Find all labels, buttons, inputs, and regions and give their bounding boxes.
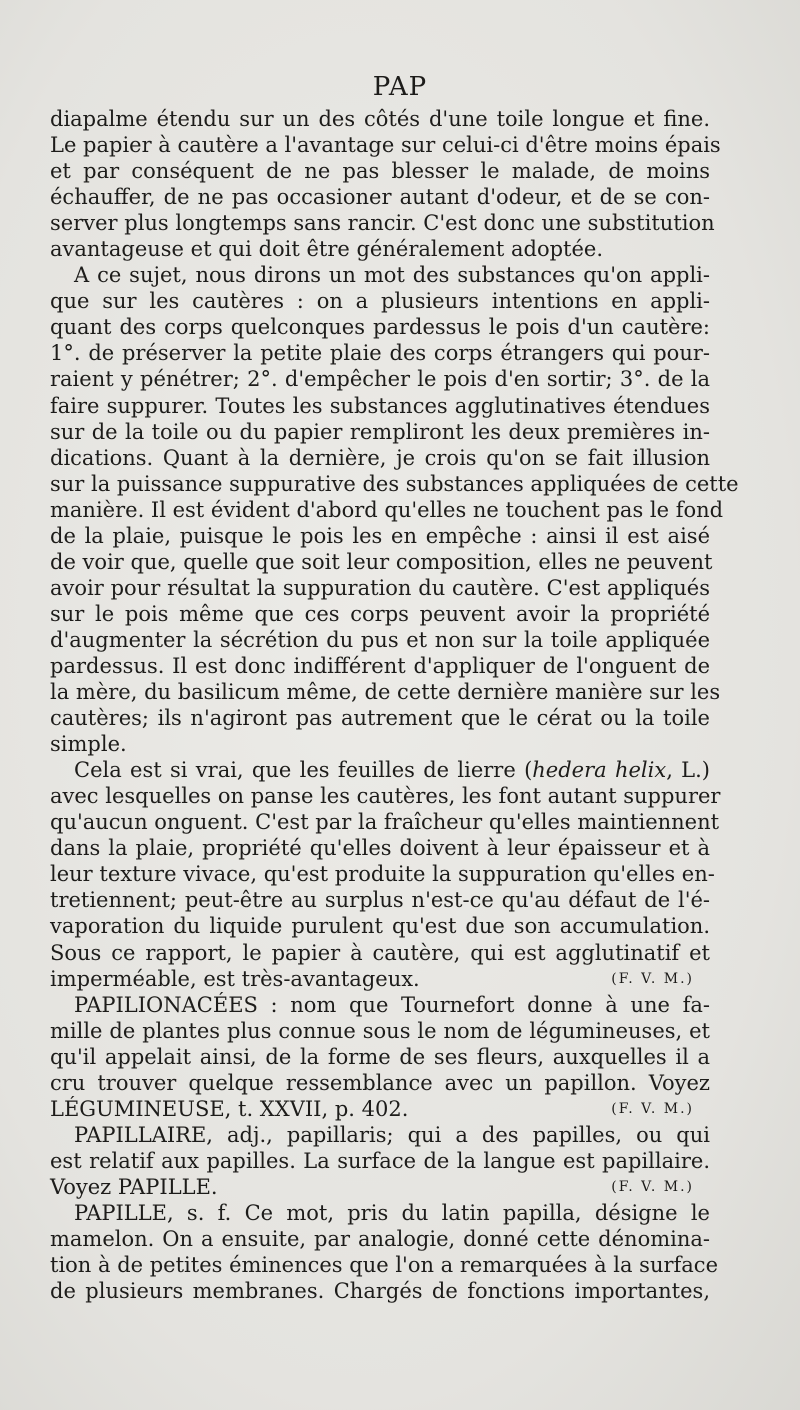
text-line: server plus longtemps sans rancir. C'est donc une substitution xyxy=(50,211,715,236)
text-line: Sous ce rapport, le papier à cautère, qui est agglutinatif et xyxy=(50,940,710,965)
text-line: tion à de petites éminences que l'on a remarquées à la surface xyxy=(50,1253,719,1278)
text-line: vaporation du liquide purulent qu'est due son accumulation. xyxy=(50,914,710,939)
text-line: dications. Quant à la dernière, je crois qu'on se fait illusion xyxy=(50,445,710,470)
author-signature: (F. V. M.) xyxy=(611,970,694,987)
text-line: A ce sujet, nous dirons un mot des substances qu'on appli- xyxy=(74,263,710,288)
text-line: PAPILIONACÉES : nom que Tournefort donne à une fa- xyxy=(74,992,710,1017)
text-line: quant des corps quelconques pardessus le pois d'un cautère: xyxy=(50,315,710,340)
text-line: qu'il appelait ainsi, de la forme de ses fleurs, auxquelles il a xyxy=(50,1044,710,1069)
author-signature: (F. V. M.) xyxy=(611,1178,694,1195)
text-line: avec lesquelles on panse les cautères, les font autant suppurer xyxy=(50,784,721,809)
text-line: est relatif aux papilles. La surface de la langue est papillaire. xyxy=(50,1148,710,1173)
text-line: que sur les cautères : on a plusieurs intentions en appli- xyxy=(50,289,710,314)
text-line: mamelon. On a ensuite, par analogie, donné cette dénomina- xyxy=(50,1227,710,1252)
text-line: la mère, du basilicum même, de cette dernière manière sur les xyxy=(50,680,721,705)
text-line: dans la plaie, propriété qu'elles doivent à leur épaisseur et à xyxy=(50,836,710,861)
text-line: simple. xyxy=(50,732,127,757)
text-line: sur le pois même que ces corps peuvent avoir la propriété xyxy=(50,601,710,626)
text-line: Voyez PAPILLE. (F. V. M.) xyxy=(50,1174,694,1199)
text-line: et par conséquent de ne pas blesser le malade, de moins xyxy=(50,159,710,184)
text-line: mille de plantes plus connue sous le nom de légumineuses, et xyxy=(50,1018,710,1043)
text-line: raient y pénétrer; 2°. d'empêcher le pois d'en sortir; 3°. de la xyxy=(50,367,710,392)
text-line: imperméable, est très-avantageux. (F. V. M.) xyxy=(50,966,694,991)
text-line: qu'aucun onguent. C'est par la fraîcheur qu'elles maintiennent xyxy=(50,810,720,835)
text-line: diapalme étendu sur un des côtés d'une toile longue et fine. xyxy=(50,107,710,131)
text-line: Le papier à cautère a l'avantage sur celui-ci d'être moins épais xyxy=(50,133,721,158)
author-signature: (F. V. M.) xyxy=(611,1100,694,1117)
text-line: avantageuse et qui doit être généralement adoptée. xyxy=(50,237,604,262)
text-line: sur de la toile ou du papier rempliront les deux premières in- xyxy=(50,419,710,444)
text-line: tretiennent; peut-être au surplus n'est-ce qu'au défaut de l'é- xyxy=(50,888,710,913)
text-line: 1°. de préserver la petite plaie des corps étrangers qui pour- xyxy=(50,341,710,366)
text-line: pardessus. Il est donc indifférent d'appliquer de l'onguent de xyxy=(50,653,710,678)
text-line: LÉGUMINEUSE, t. XXVII, p. 402. (F. V. M.) xyxy=(50,1096,694,1121)
text-line: échauffer, de ne pas occasioner autant d'odeur, et de se con- xyxy=(50,185,710,210)
text-line: leur texture vivace, qu'est produite la suppuration qu'elles en- xyxy=(50,862,715,887)
text-line: PAPILLE, s. f. Ce mot, pris du latin papilla, désigne le xyxy=(74,1200,710,1225)
running-head: PAP xyxy=(372,72,428,102)
text-line: avoir pour résultat la suppuration du cautère. C'est appliqués xyxy=(50,575,710,600)
text-line: d'augmenter la sécrétion du pus et non sur la toile appliquée xyxy=(50,627,710,652)
text-line: de la plaie, puisque le pois les en empêche : ainsi il est aisé xyxy=(50,523,710,548)
body-text xyxy=(50,106,739,1304)
text-line: cautères; ils n'agiront pas autrement que le cérat ou la toile xyxy=(50,706,710,731)
text-line: de plusieurs membranes. Chargés de fonctions importantes, xyxy=(50,1279,710,1304)
text-line: de voir que, quelle que soit leur composition, elles ne peuvent xyxy=(50,549,713,574)
text-line: faire suppurer. Toutes les substances agglutinatives étendues xyxy=(50,393,710,418)
text-line: cru trouver quelque ressemblance avec un papillon. Voyez xyxy=(50,1070,710,1095)
text-line: Cela est si vrai, que les feuilles de lierre (hedera helix, L.) xyxy=(74,758,710,783)
text-line: manière. Il est évident d'abord qu'elles ne touchent pas le fond xyxy=(50,497,724,522)
text-line: sur la puissance suppurative des substances appliquées de cette xyxy=(50,471,739,496)
text-line: PAPILLAIRE, adj., papillaris; qui a des papilles, ou qui xyxy=(74,1122,710,1147)
